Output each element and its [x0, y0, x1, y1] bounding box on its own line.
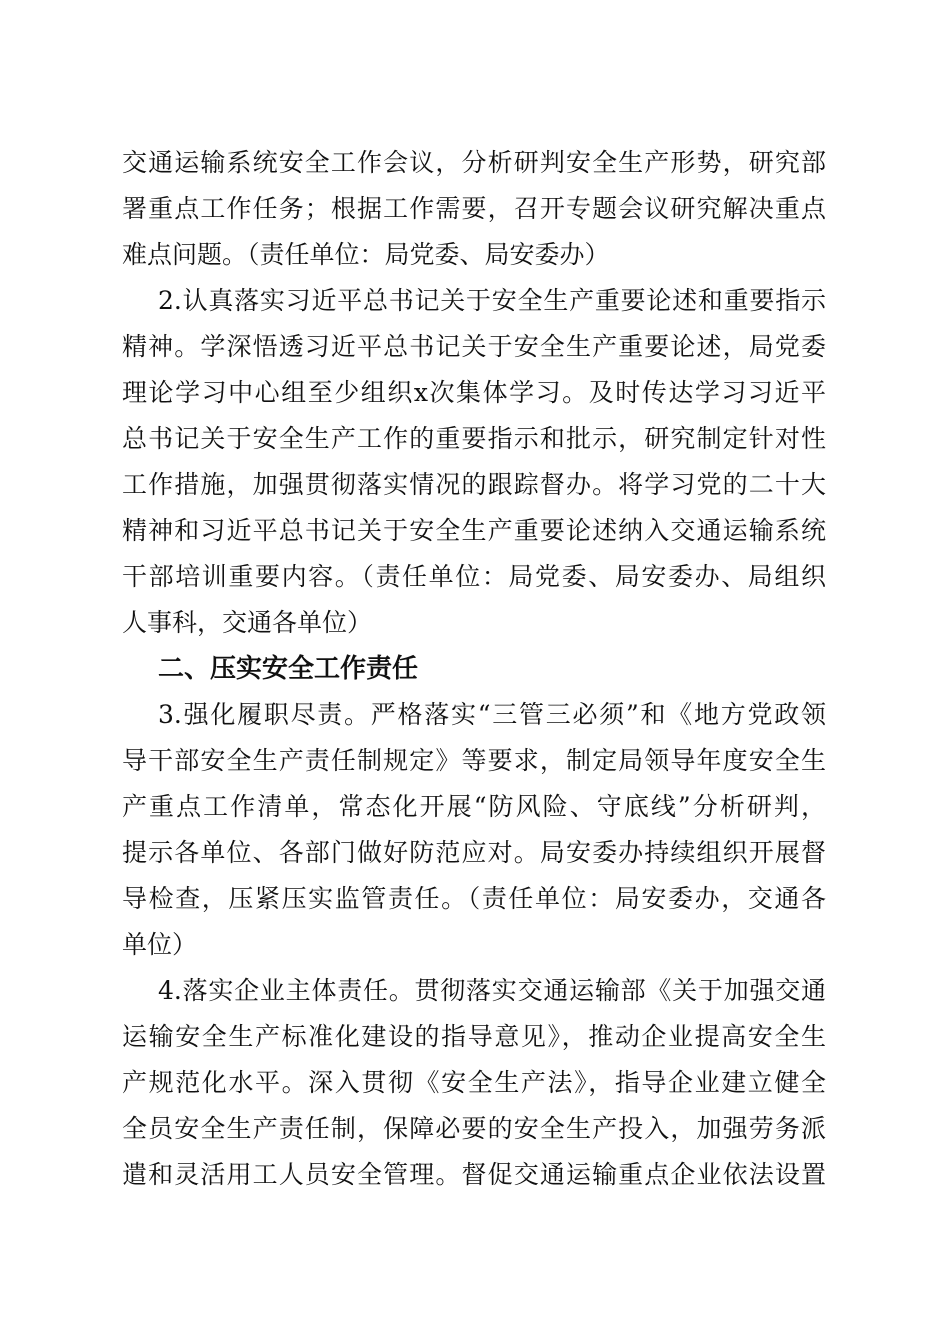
paragraph-2-line-3: 理论学习中心组至少组织x次集体学习。及时传达学习习近平 — [122, 378, 826, 407]
paragraph-2-line-6: 精神和习近平总书记关于安全生产重要论述纳入交通运输系统 — [122, 516, 826, 545]
paragraph-3-line-5: 导检查，压紧压实监管责任。（责任单位：局安委办，交通各 — [122, 884, 826, 913]
paragraph-3-line-2: 导干部安全生产责任制规定》等要求，制定局领导年度安全生 — [122, 746, 826, 775]
paragraph-4-line-3: 产规范化水平。深入贯彻《安全生产法》，指导企业建立健全 — [122, 1068, 826, 1097]
paragraph-1-line-2: 署重点工作任务；根据工作需要，召开专题会议研究解决重点 — [122, 194, 826, 223]
paragraph-3-line-1: 3.强化履职尽责。严格落实“三管三必须”和《地方党政领 — [158, 700, 826, 729]
section-heading: 二、压实安全工作责任 — [158, 654, 419, 684]
paragraph-3-line-4: 提示各单位、各部门做好防范应对。局安委办持续组织开展督 — [122, 838, 826, 867]
paragraph-2-line-8: 人事科，交通各单位） — [122, 608, 373, 637]
paragraph-2-line-5: 工作措施，加强贯彻落实情况的跟踪督办。将学习党的二十大 — [122, 470, 826, 499]
paragraph-2-line-4: 总书记关于安全生产工作的重要指示和批示，研究制定针对性 — [122, 424, 826, 453]
paragraph-4-line-4: 全员安全生产责任制，保障必要的安全生产投入，加强劳务派 — [122, 1114, 826, 1143]
paragraph-4-line-2: 运输安全生产标准化建设的指导意见》，推动企业提高安全生 — [122, 1022, 826, 1051]
paragraph-1-line-3: 难点问题。（责任单位：局党委、局安委办） — [122, 240, 610, 269]
paragraph-2-line-1: 2.认真落实习近平总书记关于安全生产重要论述和重要指示 — [158, 286, 826, 315]
paragraph-4-line-5: 遣和灵活用工人员安全管理。督促交通运输重点企业依法设置 — [122, 1160, 826, 1189]
paragraph-4-line-1: 4.落实企业主体责任。贯彻落实交通运输部《关于加强交通 — [158, 976, 826, 1005]
paragraph-3-line-6: 单位） — [122, 930, 198, 959]
paragraph-3-line-3: 产重点工作清单，常态化开展“防风险、守底线”分析研判， — [122, 792, 826, 821]
paragraph-1-line-1: 交通运输系统安全工作会议，分析研判安全生产形势，研究部 — [122, 148, 826, 177]
paragraph-2-line-2: 精神。学深悟透习近平总书记关于安全生产重要论述，局党委 — [122, 332, 826, 361]
paragraph-2-line-7: 干部培训重要内容。（责任单位：局党委、局安委办、局组织 — [122, 562, 826, 591]
